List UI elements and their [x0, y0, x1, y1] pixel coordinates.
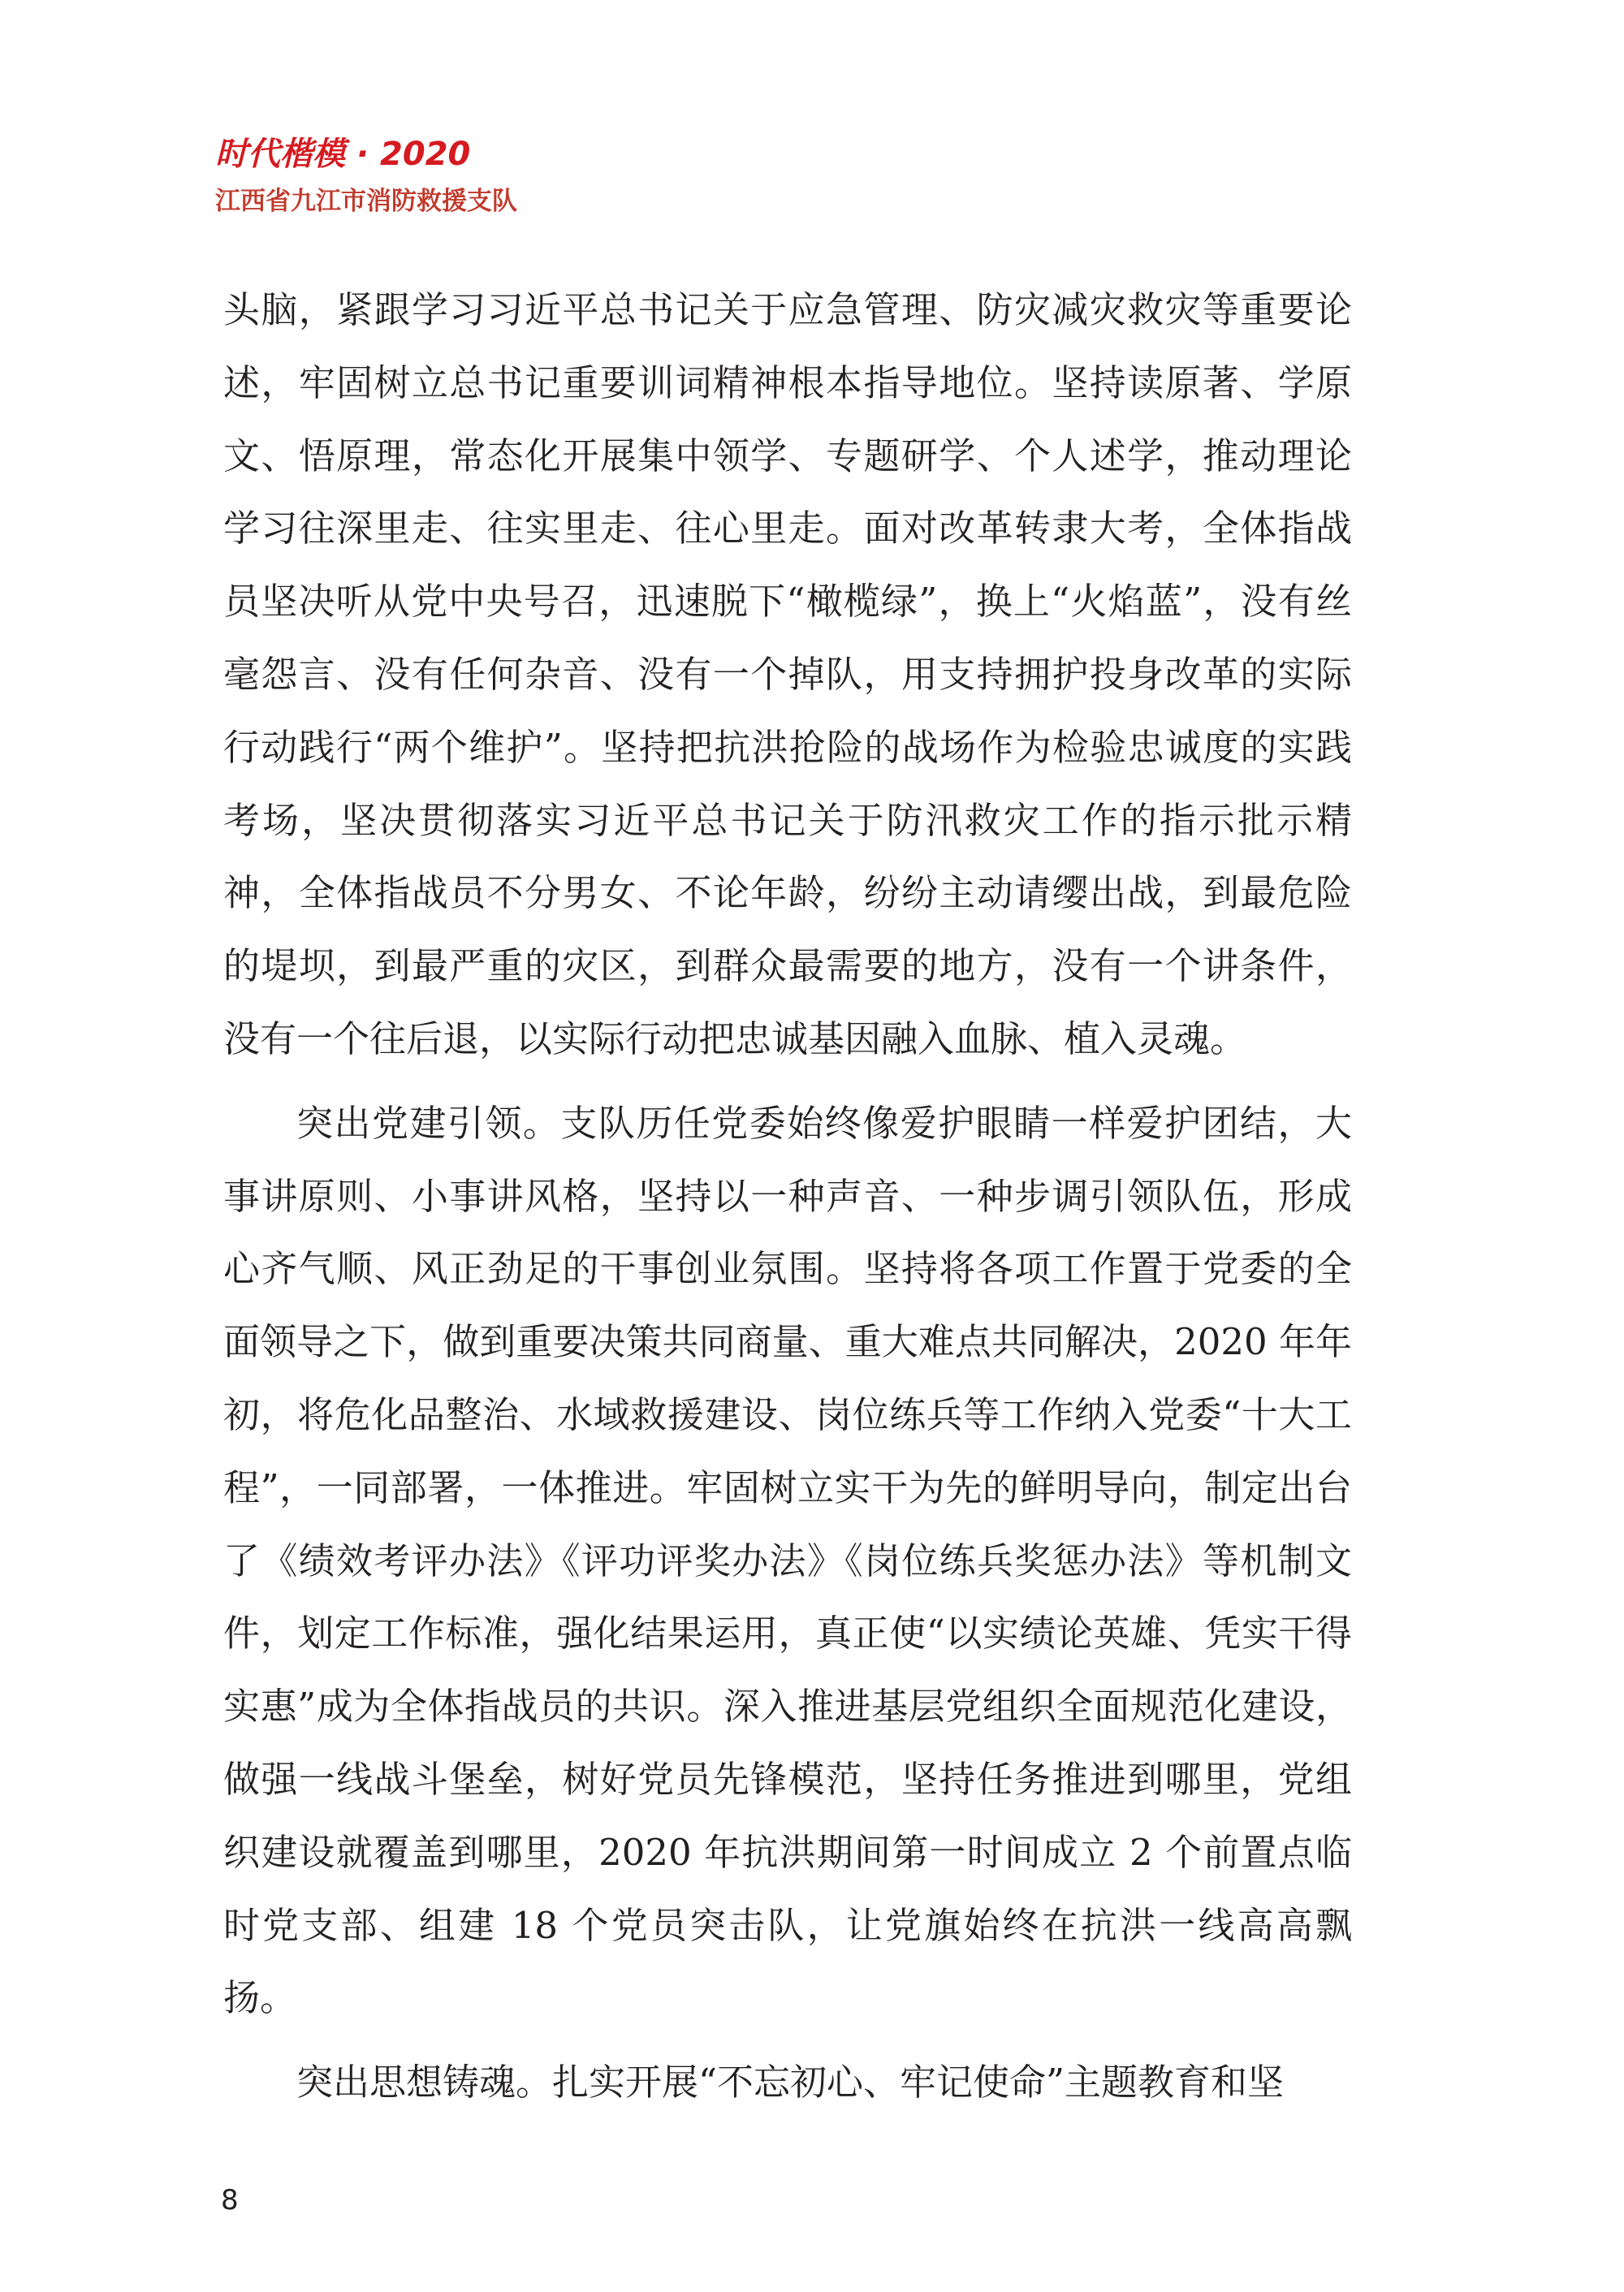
paragraph: 头脑，紧跟学习习近平总书记关于应急管理、防灾减灾救灾等重要论述，牢固树立总书记重要训词精神根本指导地位。坚持读原著、学原文、悟原理，常态化开展集中领学、专题研学、个人述学，推动理论学习往深里走、往实里走、往心里走。面对改革转隶大考，全体指战员坚决听从党中央号召，迅速脱下“橄榄绿”，换上“火焰蓝”，没有丝毫怨言、没有任何杂音、没有一个掉队，用支持拥护投身改革的实际行动践行“两个维护”。坚持把抗洪抢险的战场作为检验忠诚度的实践考场，坚决贯彻落实习近平总书记关于防汛救灾工作的指示批示精神，全体指战员不分男女、不论年龄，纷纷主动请缨出战，到最危险的堤坝，到最严重的灾区，到群众最需要的地方，没有一个讲条件，没有一个往后退，以实际行动把忠诚基因融入血脉、植入灵魂。 — [223, 288, 1352, 1060]
paragraph: 突出思想铸魂。扎实开展“不忘初心、牢记使命”主题教育和坚 — [296, 2061, 1285, 2104]
page-number: 8 — [221, 2184, 239, 2216]
paragraph: 突出党建引领。支队历任党委始终像爱护眼睛一样爱护团结，大事讲原则、小事讲风格，坚持以一种声音、一种步调引领队伍，形成心齐气顺、风正劲足的干事创业氛围。坚持将各项工作置于党委的全面领导之下，做到重要决策共同商量、重大难点共同解决，2020 年年初，将危化品整治、水域救援建设、岗位练兵等工作纳入党委“十大工程”，一同部署，一体推进。牢固树立实干为先的鲜明导向，制定出台了《绩效考评办法》《评功评奖办法》《岗位练兵奖惩办法》等机制文件，划定工作标准，强化结果运用，真正使“以实绩论英雄、凭实干得实惠”成为全体指战员的共识。深入推进基层党组织全面规范化建设，做强一线战斗堡垒，树好党员先锋模范，坚持任务推进到哪里，党组织建设就覆盖到哪里，2020 年抗洪期间第一时间成立 2 个前置点临时党支部、组建 18 个党员突击队，让党旗始终在抗洪一线高高飘扬。 — [223, 1101, 1352, 2020]
series-title: 时代楷模 · 2020 — [215, 136, 471, 173]
unit-name: 江西省九江市消防救援支队 — [215, 187, 517, 216]
body-text — [223, 274, 1352, 2119]
